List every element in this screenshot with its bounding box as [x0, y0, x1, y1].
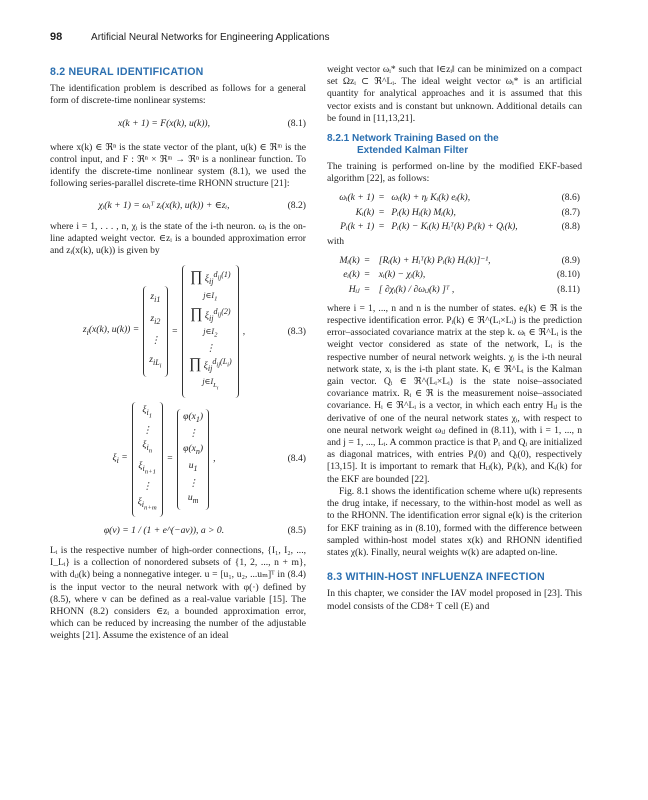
paragraph: Fig. 8.1 shows the identification scheme where u(k) represents the drug intake, if necessary, to the within-host model as well as to the RHONN. The identification error signal e(k) is the criterion for EKF training as in (8.10), formed with the difference between sampled within-host model states x(k) and RHONN identified states χ(k). Finally, neural weights w(k) are adapted on-line. — [327, 485, 582, 558]
equation-8-6: ωᵢ(k + 1) = ωᵢ(k) + ηᵢ Kᵢ(k) eᵢ(k), (8.6) — [339, 192, 580, 204]
paragraph: where x(k) ∈ ℜⁿ is the state vector of the plant, u(k) ∈ ℜᵐ is the control input, and F : ℜⁿ × ℜᵐ → ℜⁿ is a nonlinear function. To identify the discrete-time nonlinear system (8.1), we used the following series-parallel discrete-time RHONN structure [21]: — [50, 141, 306, 190]
page-header — [50, 31, 598, 49]
equation-body: x(k + 1) = F(x(k), u(k)), — [117, 117, 211, 129]
xi-vector: $\xi_{i_1}$ ⋮ $\xi_{i_n}$ $\xi_{i_{n+1}}$ ⋮ $\xi_{i_{n+m}}$ — [132, 402, 163, 517]
paragraph: The training is performed on-line by the modified EKF-based algorithm [22], as follows: — [327, 161, 582, 185]
left-column — [50, 64, 306, 643]
equation-number: (8.2) — [287, 199, 306, 211]
paragraph: weight vector ωᵢ* such that ‖∈zᵢ‖ can be minimized on a compact set Ωzᵢ ⊂ ℜ^Lᵢ. The ideal weight vector ωᵢ* is an artificial quantity for analytical approaches and it is assumed that this vector exists and is constant but unknown. Additional details can be found in [11,13,21]. — [327, 64, 582, 124]
eq-lhs: $z_i(x(k)$, u(k)) = — [82, 324, 140, 337]
equation-8-2 — [50, 200, 306, 212]
paragraph: with — [327, 236, 345, 248]
equation-8-11: Hᵢⱼ = [ ∂χᵢ(k) / ∂ωᵢⱼ(k) ]ᵀ , (8.11) — [348, 283, 580, 295]
equation-number: (8.1) — [287, 117, 306, 129]
equation-8-9: Mᵢ(k) = [Rᵢ(k) + Hᵢᵀ(k) Pᵢ(k) Hᵢ(k)]⁻¹, (8.9) — [339, 255, 580, 267]
section-title-8-3: 8.3 WITHIN-HOST INFLUENZA INFECTION — [327, 571, 545, 584]
section-title-8-2: 8.2 NEURAL IDENTIFICATION — [50, 66, 204, 78]
subsection-title-8-2-1: 8.2.1 Network Training Based on the Extended Kalman Filter — [327, 133, 499, 157]
equation-number: (8.3) — [287, 325, 306, 337]
product-vector: ∏ $\xi_{ij}^{d_{ij}(1)}$ $j\in I_1$ ∏ $\xi_{ij}^{d_{ij}(2)}$ $j\in I_2$ ⋮ ∏ $\xi_{ij}^{d_{ij}(L_i)}$ $j\in I_{L_i}$ — [182, 265, 239, 397]
running-title: Artificial Neural Networks for Engineering Applications — [91, 32, 330, 43]
right-column — [327, 64, 582, 613]
equation-8-8: Pᵢ(k + 1) = Pᵢ(k) − Kᵢ(k) Hᵢᵀ(k) Pᵢ(k) + Qᵢ(k), (8.8) — [340, 220, 580, 232]
paragraph: The identification problem is described as follows for a general form of discrete-time nonlinear systems: — [50, 83, 306, 107]
equation-number: (8.4) — [287, 453, 306, 465]
page-number: 98 — [50, 31, 63, 43]
z-vector: $z_{i1}$ $z_{i2}$ ⋮ $z_{iL_i}$ — [143, 286, 167, 376]
paragraph: Lᵢ is the respective number of high-order connections, {I₁, I₂, ..., I_Lᵢ} is a collection of nonordered subsets of {1, 2, ..., n + m}, with dᵢⱼ(k) being a nonnegative integer. u = [u₁, u₂, ...uₘ]ᵀ in (8.4) is the input vector to the neural network with φ(·) defined by (8.5), where v can be defined as a real-value variable [15]. The RHONN (8.2) considers ∈zᵢ a bounded approximation error, which can be reduced by increasing the number of the adjustable weights [21]. Assume the existence of an ideal — [50, 545, 306, 642]
paragraph: In this chapter, we consider the IAV model proposed in [23]. This model consists of the CD8+ T cell (E) and — [327, 588, 582, 612]
phi-vector: $\varphi(x_1)$ ⋮ $\varphi(x_n)$ $u_1$ ⋮ $u_m$ — [177, 409, 209, 510]
equation-8-7: Kᵢ(k) = Pᵢ(k) Hᵢ(k) Mᵢ(k), (8.7) — [355, 206, 580, 218]
ekf-definitions — [327, 254, 582, 297]
ekf-equations — [327, 191, 582, 234]
equation-8-3: $z_i(x(k)$, u(k)) = $z_{i1}$ $z_{i2}$ ⋮ $z_{iL_i}$ = ∏ $\xi_{ij}^{d_{ij}(1)}$ $j\in I_1$ ∏ $\xi_{ij}^{d_{ij}(2)}$ $j\in I_2$ ⋮ ∏ $\xi_{ij}^{d_{ij}(L_i)}$ $j\in I_{L_i}$ , (8.3) — [50, 265, 306, 397]
equation-body: χᵢ(k + 1) = ωᵢᵀ zᵢ(x(k), u(k)) + ∈zᵢ, — [98, 199, 230, 211]
paragraph: where i = 1, ..., n and n is the number of states. eᵢ(k) ∈ ℜ is the respective identification error. Pᵢ(k) ∈ ℜ^(Lᵢ×Lᵢ) is the prediction error–associated covariance matrix at the step k. ωᵢ ∈ ℜ^Lᵢ is the weight vector considered as state of the network, Lᵢ is the respective number of neural network weights. χᵢ is the i-th neural network state, xᵢ is the i-th plant state. Kᵢ ∈ ℜ^Lᵢ is the Kalman gain vector. Qᵢ ∈ ℜ^(Lᵢ×Lᵢ) is the state noise–associated covariance matrix. Rᵢ ∈ ℜ is the measurement noise–associated covariance. Hᵢ ∈ ℜ^Lᵢ is a vector, in which each entry Hᵢⱼ is the derivative of one of the neural network states χᵢ, with respect to one neural network weight ωᵢⱼ defined in (8.11), with i = 1, ..., n and j = 1, ..., Lᵢ. A common practice is that Pᵢ and Qᵢ are initialized as diagonal matrices, with entries Pᵢ(0) and Qᵢ(0), respectively [13,15]. It is important to remark that Hᵢⱼ(k), Pᵢ(k), and Kᵢ(k) for the EKF are bounded [22]. — [327, 302, 582, 485]
equation-8-4: $\xi_i$ = $\xi_{i_1}$ ⋮ $\xi_{i_n}$ $\xi_{i_{n+1}}$ ⋮ $\xi_{i_{n+m}}$ = $\varphi(x_1)$ ⋮ $\varphi(x_n)$ $u_1$ ⋮ $u_m$ , (8.4) — [50, 402, 306, 517]
paragraph: where i = 1, . . . , n, χᵢ is the state of the i-th neuron. ωᵢ is the on-line adapted weight vector. ∈zᵢ is a bounded approximation error and zᵢ(x(k), u(k)) is given by — [50, 220, 306, 257]
equation-body: φ(v) = 1 / (1 + e^(−av)), a > 0. — [103, 524, 225, 536]
equation-8-5 — [50, 525, 306, 537]
equation-8-1 — [50, 118, 306, 130]
equation-number: (8.5) — [287, 524, 306, 536]
equation-8-10: eᵢ(k) = xᵢ(k) − χᵢ(k), (8.10) — [343, 269, 580, 281]
